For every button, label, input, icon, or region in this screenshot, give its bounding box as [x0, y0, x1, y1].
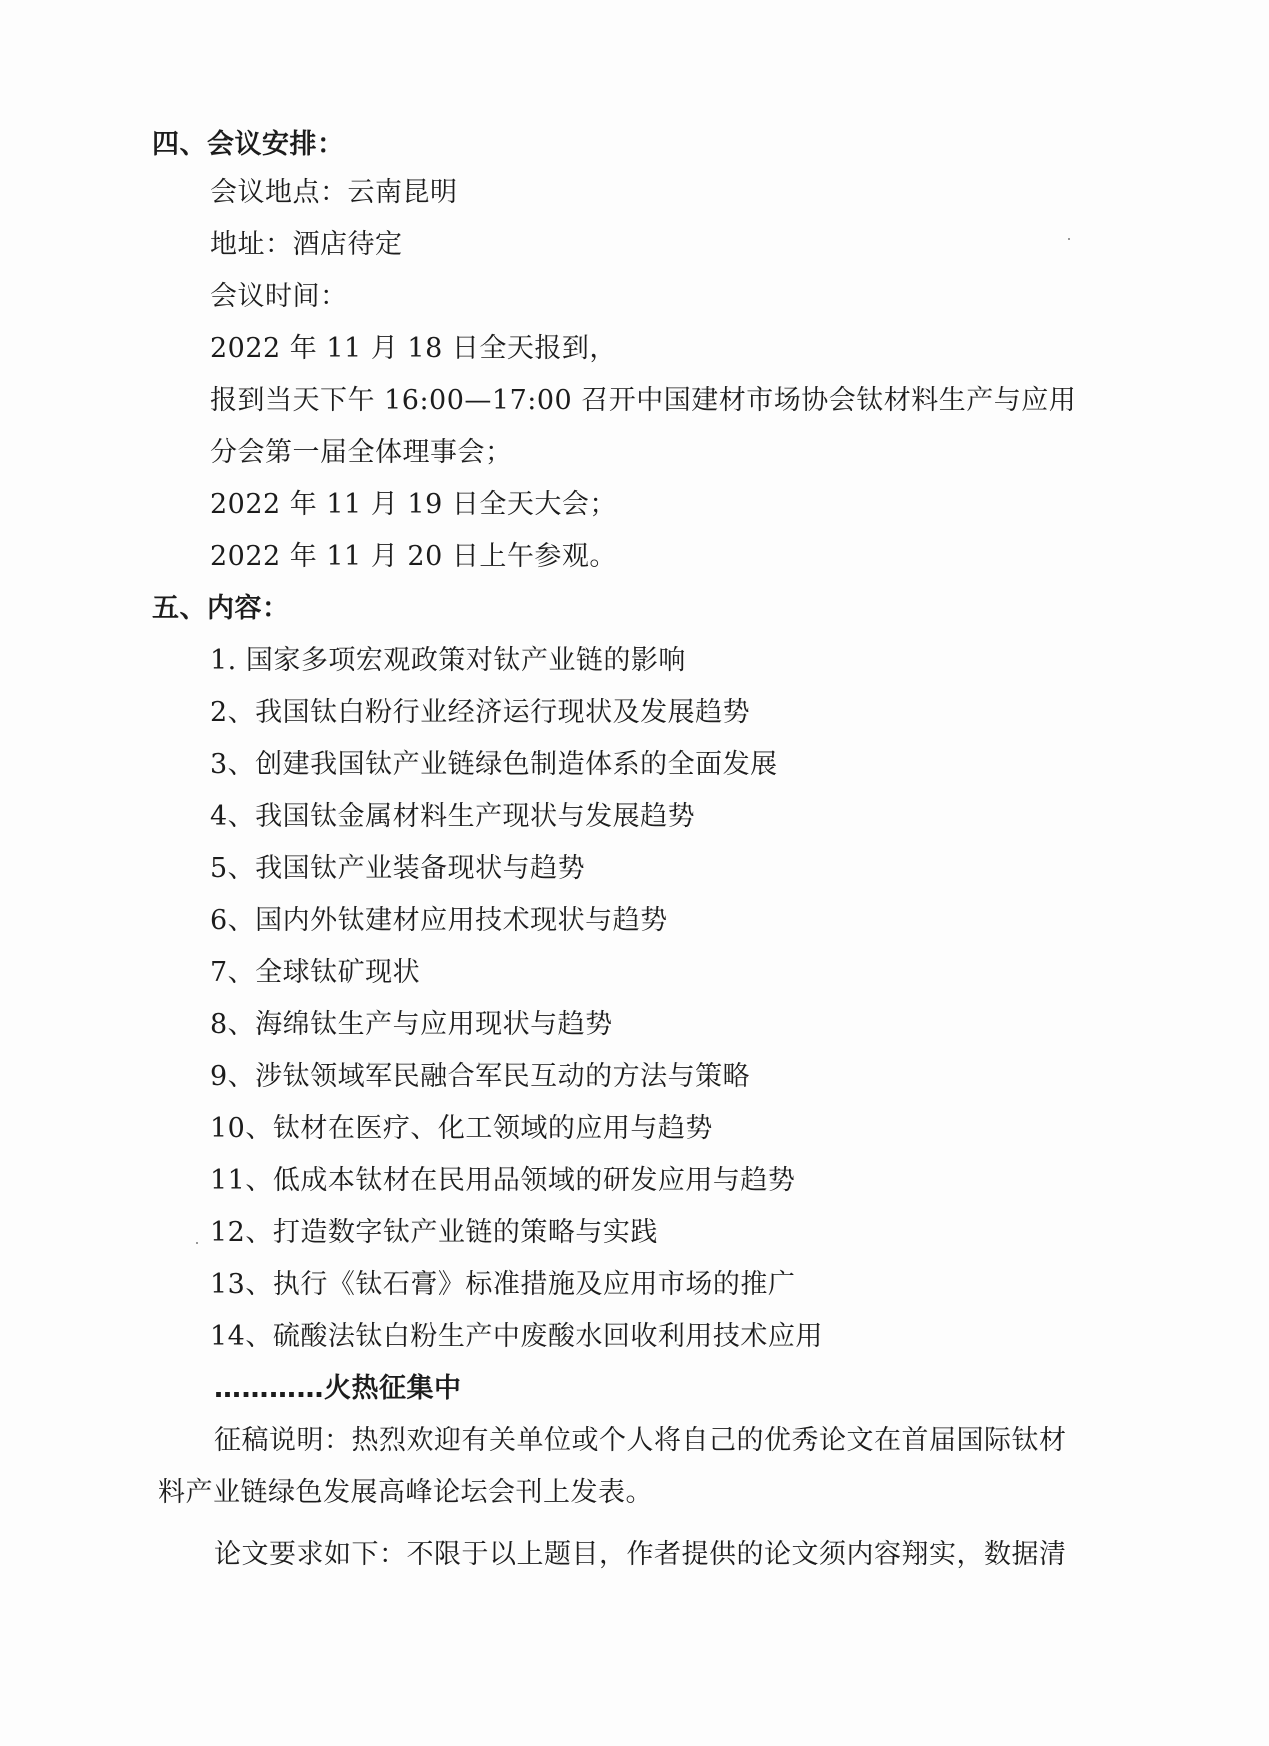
- content-item: 2、我国钛白粉行业经济运行现状及发展趋势: [210, 697, 751, 728]
- content-item: 1. 国家多项宏观政策对钛产业链的影响: [210, 645, 686, 676]
- council-meeting-line-1: 报到当天下午 16:00—17:00 召开中国建材市场协会钛材料生产与应用: [210, 385, 1077, 416]
- meeting-address: 地址：酒店待定: [210, 229, 403, 260]
- call-for-papers-banner: …………火热征集中: [214, 1373, 462, 1404]
- scan-speck: [196, 1242, 198, 1244]
- submission-note-line-2: 料产业链绿色发展高峰论坛会刊上发表。: [158, 1477, 653, 1508]
- content-item: 12、打造数字钛产业链的策略与实践: [210, 1217, 658, 1248]
- council-meeting-line-2: 分会第一届全体理事会；: [210, 437, 513, 468]
- schedule-day-1: 2022 年 11 月 18 日全天报到，: [210, 333, 617, 364]
- content-item: 10、钛材在医疗、化工领域的应用与趋势: [210, 1113, 713, 1144]
- content-item: 5、我国钛产业装备现状与趋势: [210, 853, 586, 884]
- scan-speck: [1068, 238, 1070, 240]
- paper-requirements-line-1: 论文要求如下：不限于以上题目，作者提供的论文须内容翔实，数据清: [214, 1539, 1067, 1570]
- schedule-day-3: 2022 年 11 月 20 日上午参观。: [210, 541, 617, 572]
- content-item: 4、我国钛金属材料生产现状与发展趋势: [210, 801, 696, 832]
- content-item: 11、低成本钛材在民用品领域的研发应用与趋势: [210, 1165, 796, 1196]
- content-item: 7、全球钛矿现状: [210, 957, 421, 988]
- section-4-heading: 四、会议安排：: [152, 129, 345, 160]
- content-item: 9、涉钛领域军民融合军民互动的方法与策略: [210, 1061, 751, 1092]
- content-item: 3、创建我国钛产业链绿色制造体系的全面发展: [210, 749, 778, 780]
- content-item: 8、海绵钛生产与应用现状与趋势: [210, 1009, 613, 1040]
- content-item: 14、硫酸法钛白粉生产中废酸水回收利用技术应用: [210, 1321, 823, 1352]
- meeting-venue: 会议地点：云南昆明: [210, 177, 458, 208]
- submission-note-line-1: 征稿说明：热烈欢迎有关单位或个人将自己的优秀论文在首届国际钛材: [214, 1425, 1067, 1456]
- section-5-heading: 五、内容：: [152, 593, 290, 624]
- meeting-time-label: 会议时间：: [210, 281, 348, 312]
- schedule-day-2: 2022 年 11 月 19 日全天大会；: [210, 489, 617, 520]
- content-item: 13、执行《钛石膏》标准措施及应用市场的推广: [210, 1269, 796, 1300]
- content-item: 6、国内外钛建材应用技术现状与趋势: [210, 905, 668, 936]
